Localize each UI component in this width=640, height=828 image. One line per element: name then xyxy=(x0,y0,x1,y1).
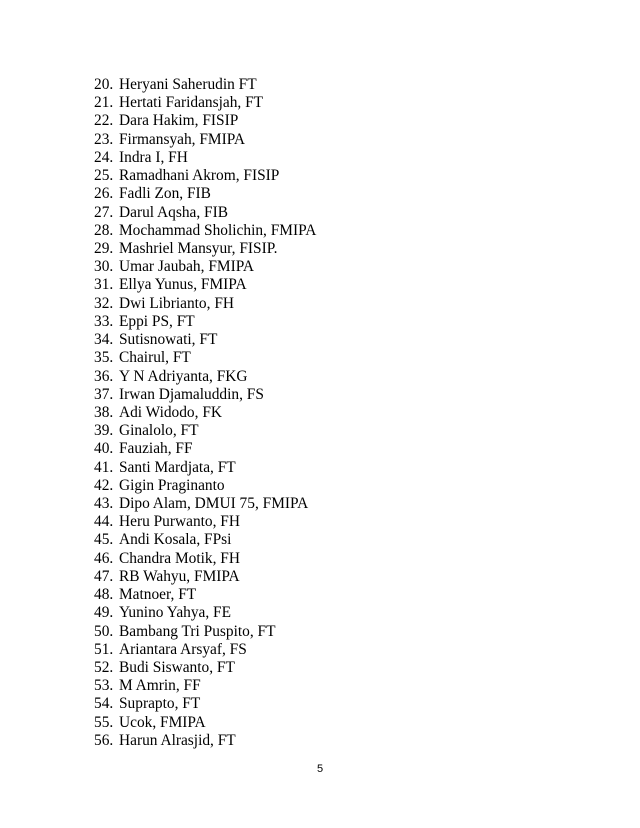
list-item-number: 48. xyxy=(94,586,114,604)
list-item-number: 52. xyxy=(94,659,114,676)
list-item-number: 27. xyxy=(94,203,114,221)
list-item-name: Bambang Tri Puspito, FT xyxy=(119,622,276,640)
list-item-name: Ucok, FMIPA xyxy=(119,713,206,731)
list-item xyxy=(94,112,316,130)
list-item xyxy=(94,477,316,495)
list-item-name: Sutisnowati, FT xyxy=(119,331,218,349)
list-item-name: Hertati Faridansjah, FT xyxy=(119,94,264,112)
list-item-name: Dipo Alam, DMUI 75, FMIPA xyxy=(119,495,309,513)
list-item xyxy=(94,586,316,604)
list-item-name: Matnoer, FT xyxy=(119,586,197,604)
list-item-number: 53. xyxy=(94,677,114,695)
list-item-name: Firmansyah, FMIPA xyxy=(119,130,245,148)
list-item xyxy=(94,94,316,112)
list-item-number: 47. xyxy=(94,567,114,585)
list-item xyxy=(94,222,316,240)
list-item-name: Santi Mardjata, FT xyxy=(119,458,236,476)
list-item xyxy=(94,204,316,222)
list-item-number: 40. xyxy=(94,440,114,458)
list-item xyxy=(94,258,316,276)
list-item xyxy=(94,295,316,313)
list-item xyxy=(94,677,316,695)
name-list xyxy=(94,76,316,750)
list-item xyxy=(94,440,316,458)
list-item-name: Y N Adriyanta, FKG xyxy=(119,367,248,385)
list-item-number: 46. xyxy=(94,549,114,567)
list-item-number: 33. xyxy=(94,312,114,330)
list-item-number: 36. xyxy=(94,367,114,385)
list-item-name: Yunino Yahya, FE xyxy=(119,604,232,622)
list-item-number: 42. xyxy=(94,476,114,494)
list-item xyxy=(94,604,316,622)
list-item-name: Adi Widodo, FK xyxy=(119,403,222,421)
list-item xyxy=(94,276,316,294)
list-item-number: 35. xyxy=(94,349,114,367)
list-item-number: 25. xyxy=(94,167,114,185)
list-item xyxy=(94,331,316,349)
list-item xyxy=(94,568,316,586)
list-item-number: 50. xyxy=(94,622,114,640)
list-item-number: 51. xyxy=(94,640,114,658)
list-item-name: Dara Hakim, FISIP xyxy=(119,112,239,130)
list-item xyxy=(94,623,316,641)
list-item-name: Ramadhani Akrom, FISIP xyxy=(119,167,280,185)
list-item-name: Ellya Yunus, FMIPA xyxy=(119,276,247,294)
list-item-name: Ariantara Arsyaf, FS xyxy=(119,640,247,658)
list-item-number: 30. xyxy=(94,258,114,276)
list-item-number: 38. xyxy=(94,403,114,421)
list-item xyxy=(94,185,316,203)
list-item-name: Suprapto, FT xyxy=(119,695,201,713)
list-item-name: Indra I, FH xyxy=(119,148,188,166)
list-item xyxy=(94,313,316,331)
list-item-name: Eppi PS, FT xyxy=(119,312,195,330)
list-item-name: Ginalolo, FT xyxy=(119,422,199,440)
list-item-name: Umar Jaubah, FMIPA xyxy=(119,258,254,276)
list-item xyxy=(94,513,316,531)
list-item-name: Harun Alrasjid, FT xyxy=(119,731,236,749)
list-item-number: 22. xyxy=(94,112,114,130)
list-item-name: Fadli Zon, FIB xyxy=(119,185,211,203)
list-item xyxy=(94,641,316,659)
list-item-number: 39. xyxy=(94,422,114,440)
list-item-name: Chandra Motik, FH xyxy=(119,549,240,567)
page-number: 5 xyxy=(316,763,324,775)
list-item xyxy=(94,695,316,713)
list-item xyxy=(94,404,316,422)
list-item-number: 28. xyxy=(94,221,114,239)
list-item xyxy=(94,386,316,404)
list-item-name: Gigin Praginanto xyxy=(119,476,225,494)
list-item xyxy=(94,167,316,185)
list-item xyxy=(94,659,316,677)
list-item-number: 34. xyxy=(94,331,114,349)
list-item-name: RB Wahyu, FMIPA xyxy=(119,567,240,585)
list-item-name: Darul Aqsha, FIB xyxy=(119,203,229,221)
list-item-number: 21. xyxy=(94,94,114,112)
list-item xyxy=(94,368,316,386)
list-item xyxy=(94,76,316,94)
list-item xyxy=(94,531,316,549)
list-item xyxy=(94,550,316,568)
list-item xyxy=(94,149,316,167)
list-item-number: 49. xyxy=(94,604,114,622)
list-item-name: Andi Kosala, FPsi xyxy=(119,531,232,549)
list-item-number: 37. xyxy=(94,385,114,403)
list-item-number: 54. xyxy=(94,695,114,713)
list-item-name: Fauziah, FF xyxy=(119,440,193,458)
list-item xyxy=(94,732,316,750)
list-item xyxy=(94,422,316,440)
list-item-name: Budi Siswanto, FT xyxy=(119,659,235,676)
list-item-name: Mashriel Mansyur, FISIP. xyxy=(119,239,278,257)
list-item-number: 29. xyxy=(94,239,114,257)
list-item-name: Heryani Saherudin FT xyxy=(119,76,257,93)
list-item-number: 43. xyxy=(94,495,114,513)
list-item xyxy=(94,459,316,477)
list-item-number: 45. xyxy=(94,531,114,549)
list-item-number: 55. xyxy=(94,713,114,731)
list-item-number: 26. xyxy=(94,185,114,203)
list-item-number: 41. xyxy=(94,458,114,476)
list-item xyxy=(94,240,316,258)
list-item-number: 31. xyxy=(94,276,114,294)
list-item-number: 32. xyxy=(94,294,114,312)
list-item xyxy=(94,349,316,367)
list-item-number: 23. xyxy=(94,130,114,148)
list-item-name: M Amrin, FF xyxy=(119,677,201,695)
list-item xyxy=(94,714,316,732)
list-item xyxy=(94,131,316,149)
list-item-name: Mochammad Sholichin, FMIPA xyxy=(119,221,317,239)
list-item-number: 56. xyxy=(94,731,114,749)
list-item-number: 24. xyxy=(94,148,114,166)
list-item xyxy=(94,495,316,513)
list-item-name: Heru Purwanto, FH xyxy=(119,513,240,531)
list-item-name: Irwan Djamaluddin, FS xyxy=(119,385,264,403)
list-item-name: Chairul, FT xyxy=(119,349,191,367)
list-item-name: Dwi Librianto, FH xyxy=(119,294,234,312)
list-item-number: 44. xyxy=(94,513,114,531)
list-item-number: 20. xyxy=(94,76,114,93)
